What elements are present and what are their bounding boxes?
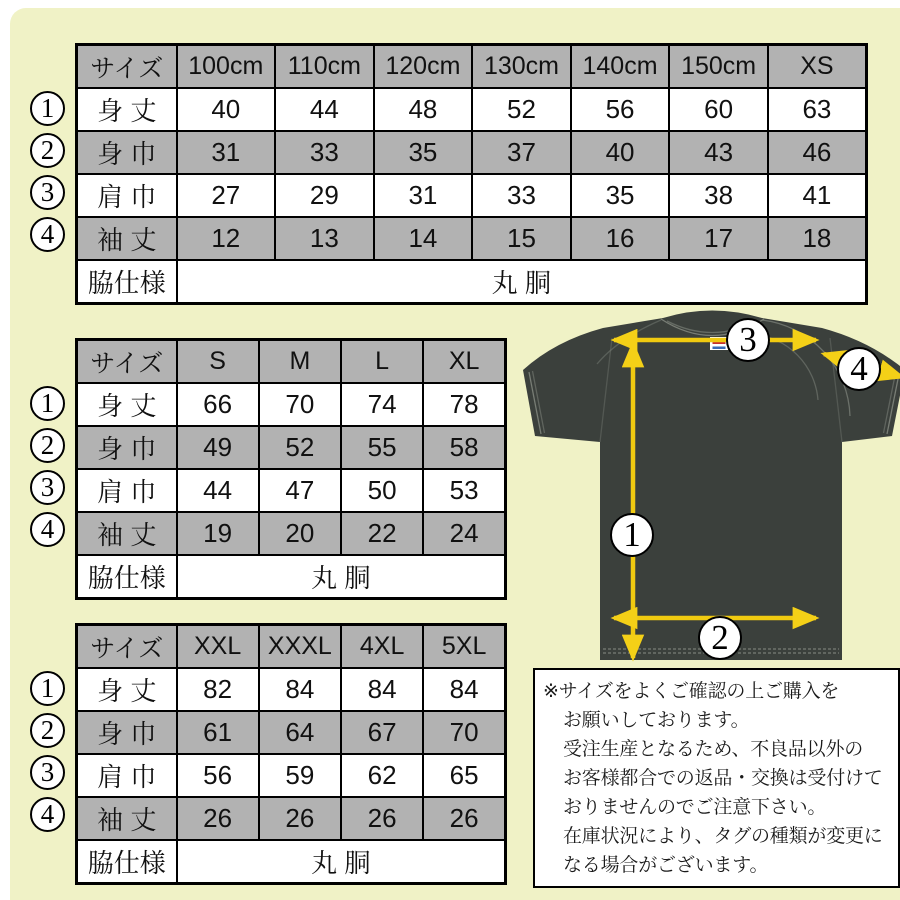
size-column-header: 100cm — [177, 45, 276, 89]
measure-row-label: 肩 巾 — [77, 754, 177, 797]
size-value-cell: 53 — [423, 469, 505, 512]
size-value-cell: 43 — [669, 131, 768, 174]
measure-row-label: 身 巾 — [77, 711, 177, 754]
size-value-cell: 56 — [177, 754, 259, 797]
size-value-cell: 84 — [259, 668, 341, 711]
size-value-cell: 31 — [177, 131, 276, 174]
size-value-cell: 60 — [669, 88, 768, 131]
size-value-cell: 56 — [571, 88, 670, 131]
measure-row-label: 身 巾 — [77, 131, 177, 174]
row-marker-circle: 1 — [30, 671, 65, 706]
size-value-cell: 40 — [177, 88, 276, 131]
size-value-cell: 14 — [374, 217, 473, 260]
row-marker-circle: 4 — [30, 797, 65, 832]
size-table-s-xl-grid — [75, 338, 507, 600]
size-value-cell: 15 — [472, 217, 571, 260]
row-marker-circle: 2 — [30, 133, 65, 168]
size-value-cell: 17 — [669, 217, 768, 260]
size-value-cell: 19 — [177, 512, 259, 555]
size-value-cell: 16 — [571, 217, 670, 260]
size-column-header: XS — [768, 45, 867, 89]
row-marker-circle: 1 — [30, 91, 65, 126]
size-table-xxl-5xl — [75, 623, 507, 885]
diagram-marker-3: 3 — [726, 318, 770, 362]
size-value-cell: 84 — [341, 668, 423, 711]
size-value-cell: 33 — [472, 174, 571, 217]
size-value-cell: 29 — [275, 174, 374, 217]
size-value-cell: 20 — [259, 512, 341, 555]
row-markers-table-1 — [30, 91, 68, 259]
size-table-kids-xs-grid — [75, 43, 868, 305]
side-spec-value: 丸 胴 — [177, 555, 506, 599]
row-marker-circle: 2 — [30, 713, 65, 748]
size-table-s-xl — [75, 338, 507, 600]
size-value-cell: 33 — [275, 131, 374, 174]
measure-row-label: 袖 丈 — [77, 217, 177, 260]
size-value-cell: 26 — [423, 797, 505, 840]
size-value-cell: 52 — [472, 88, 571, 131]
size-value-cell: 47 — [259, 469, 341, 512]
size-column-header: 140cm — [571, 45, 670, 89]
diagram-marker-2: 2 — [698, 616, 742, 660]
size-value-cell: 59 — [259, 754, 341, 797]
measure-row-label: 身 巾 — [77, 426, 177, 469]
note-line: なる場合がございます。 — [563, 855, 769, 876]
size-header-label: サイズ — [77, 45, 177, 89]
page-background — [10, 8, 900, 900]
row-marker-circle: 2 — [30, 428, 65, 463]
size-header-label: サイズ — [77, 625, 177, 669]
measure-row-label: 肩 巾 — [77, 174, 177, 217]
size-value-cell: 35 — [571, 174, 670, 217]
size-column-header: XXL — [177, 625, 259, 669]
size-value-cell: 26 — [177, 797, 259, 840]
size-value-cell: 74 — [341, 383, 423, 426]
measure-row-label: 袖 丈 — [77, 797, 177, 840]
size-value-cell: 70 — [259, 383, 341, 426]
size-value-cell: 27 — [177, 174, 276, 217]
side-spec-value: 丸 胴 — [177, 840, 506, 884]
size-value-cell: 40 — [571, 131, 670, 174]
tshirt-measurement-diagram — [515, 308, 900, 676]
size-column-header: S — [177, 340, 259, 384]
size-value-cell: 84 — [423, 668, 505, 711]
size-value-cell: 70 — [423, 711, 505, 754]
measure-row-label: 肩 巾 — [77, 469, 177, 512]
size-value-cell: 26 — [341, 797, 423, 840]
size-value-cell: 64 — [259, 711, 341, 754]
size-value-cell: 37 — [472, 131, 571, 174]
size-value-cell: 52 — [259, 426, 341, 469]
note-line: おりませんのでご注意下さい。 — [563, 797, 827, 818]
size-value-cell: 61 — [177, 711, 259, 754]
measure-row-label: 袖 丈 — [77, 512, 177, 555]
size-value-cell: 78 — [423, 383, 505, 426]
size-table-kids-xs — [75, 43, 868, 305]
size-value-cell: 49 — [177, 426, 259, 469]
size-value-cell: 12 — [177, 217, 276, 260]
size-value-cell: 44 — [177, 469, 259, 512]
size-column-header: L — [341, 340, 423, 384]
size-column-header: 4XL — [341, 625, 423, 669]
note-line: お願いしております。 — [563, 710, 750, 731]
row-marker-circle: 1 — [30, 386, 65, 421]
note-line: 在庫状況により、タグの種類が変更に — [563, 826, 883, 847]
row-marker-circle: 3 — [30, 175, 65, 210]
size-value-cell: 13 — [275, 217, 374, 260]
row-marker-circle: 3 — [30, 470, 65, 505]
size-column-header: 120cm — [374, 45, 473, 89]
size-value-cell: 58 — [423, 426, 505, 469]
size-value-cell: 18 — [768, 217, 867, 260]
size-value-cell: 38 — [669, 174, 768, 217]
side-spec-label: 脇仕様 — [77, 840, 177, 884]
diagram-marker-4: 4 — [837, 347, 881, 391]
size-value-cell: 26 — [259, 797, 341, 840]
row-marker-circle: 3 — [30, 755, 65, 790]
size-column-header: 130cm — [472, 45, 571, 89]
size-value-cell: 44 — [275, 88, 374, 131]
size-column-header: 150cm — [669, 45, 768, 89]
size-value-cell: 48 — [374, 88, 473, 131]
size-value-cell: 65 — [423, 754, 505, 797]
size-column-header: XL — [423, 340, 505, 384]
size-header-label: サイズ — [77, 340, 177, 384]
side-spec-value: 丸 胴 — [177, 260, 867, 304]
note-line: 受注生産となるため、不良品以外の — [563, 739, 864, 760]
size-column-header: XXXL — [259, 625, 341, 669]
size-value-cell: 82 — [177, 668, 259, 711]
size-value-cell: 46 — [768, 131, 867, 174]
side-spec-label: 脇仕様 — [77, 260, 177, 304]
measure-row-label: 身 丈 — [77, 383, 177, 426]
size-value-cell: 35 — [374, 131, 473, 174]
row-marker-circle: 4 — [30, 217, 65, 252]
size-column-header: 5XL — [423, 625, 505, 669]
measure-row-label: 身 丈 — [77, 668, 177, 711]
size-table-xxl-5xl-grid — [75, 623, 507, 885]
size-value-cell: 31 — [374, 174, 473, 217]
size-column-header: 110cm — [275, 45, 374, 89]
size-value-cell: 63 — [768, 88, 867, 131]
size-value-cell: 62 — [341, 754, 423, 797]
size-column-header: M — [259, 340, 341, 384]
diagram-marker-1: 1 — [610, 513, 654, 557]
row-markers-table-2 — [30, 386, 68, 554]
size-value-cell: 24 — [423, 512, 505, 555]
purchase-note-box — [533, 668, 900, 888]
note-line: ※サイズをよくご確認の上ご購入を — [543, 681, 840, 702]
size-value-cell: 50 — [341, 469, 423, 512]
note-line: お客様都合での返品・交換は受付けて — [563, 768, 883, 789]
row-marker-circle: 4 — [30, 512, 65, 547]
size-value-cell: 67 — [341, 711, 423, 754]
measure-row-label: 身 丈 — [77, 88, 177, 131]
size-value-cell: 41 — [768, 174, 867, 217]
size-value-cell: 66 — [177, 383, 259, 426]
row-markers-table-3 — [30, 671, 68, 839]
size-value-cell: 55 — [341, 426, 423, 469]
size-value-cell: 22 — [341, 512, 423, 555]
side-spec-label: 脇仕様 — [77, 555, 177, 599]
